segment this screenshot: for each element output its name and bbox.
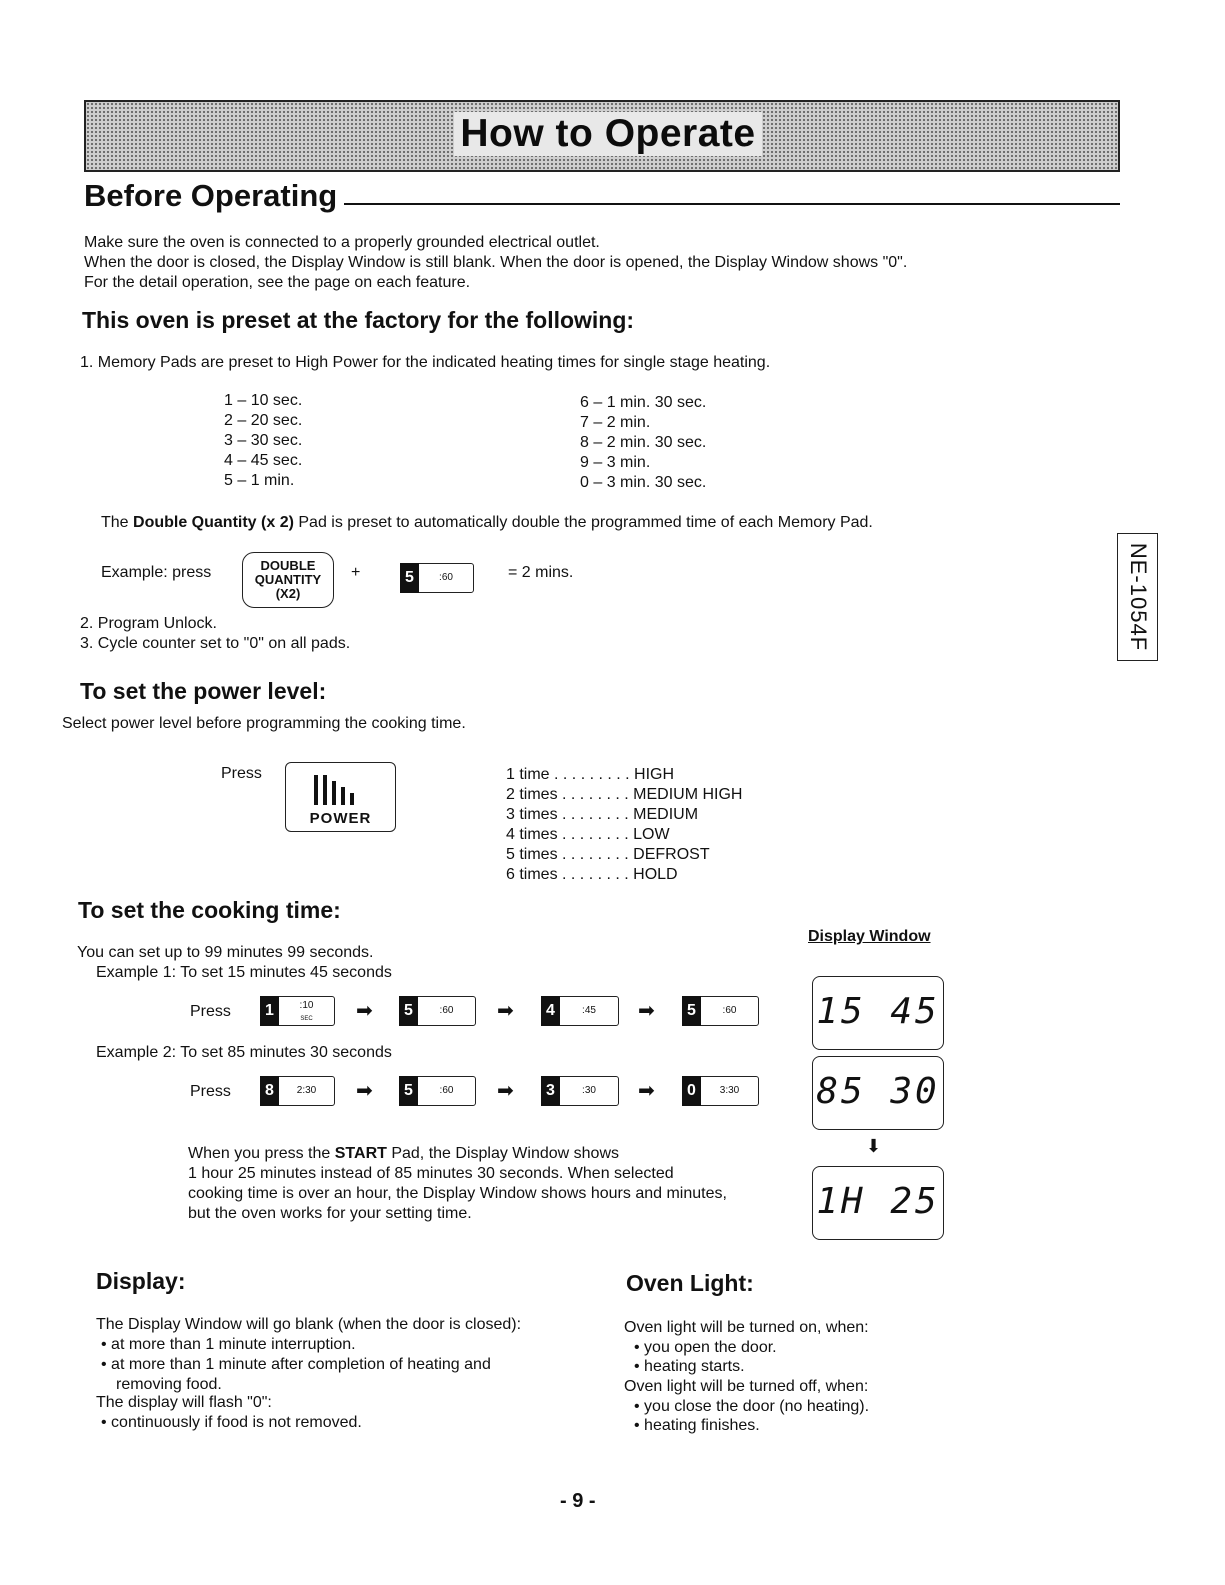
oven-light-line: • heating starts.	[634, 1358, 745, 1375]
preset-title: This oven is preset at the factory for the following:	[82, 307, 635, 333]
power-level-intro: Select power level before programming the cooking time.	[62, 715, 466, 732]
memory-pad-5[interactable]: 5 :60	[682, 996, 759, 1026]
power-level-row: 5 times . . . . . . . . DEFROST	[506, 846, 710, 863]
display-line: • at more than 1 minute interruption.	[101, 1336, 356, 1353]
display-window-2: 85 30	[812, 1056, 944, 1130]
memory-pad-4[interactable]: 4 :45	[541, 996, 619, 1026]
display-window-3: 1H 25	[812, 1166, 944, 1240]
arrow-right-icon: ➡	[356, 1080, 373, 1102]
memory-time-left-2: 2 – 20 sec.	[224, 412, 303, 429]
before-line-1: Make sure the oven is connected to a properly grounded electrical outlet.	[84, 234, 600, 251]
arrow-down-icon: ⬇	[866, 1136, 882, 1156]
banner-title: How to Operate	[454, 112, 762, 156]
memory-time-right-5: 0 – 3 min. 30 sec.	[580, 474, 707, 491]
example-1-label: Example 1: To set 15 minutes 45 seconds	[96, 964, 392, 981]
cooking-time-title: To set the cooking time:	[78, 897, 341, 923]
memory-pad-5[interactable]: 5 :60	[399, 1076, 476, 1106]
display-window-label: Display Window	[808, 928, 931, 945]
model-tab	[1117, 533, 1158, 661]
memory-time-left-4: 4 – 45 sec.	[224, 452, 303, 469]
memory-time-right-4: 9 – 3 min.	[580, 454, 651, 471]
preset-item-2: 2. Program Unlock.	[80, 615, 217, 632]
press-label: Press	[190, 1003, 231, 1020]
memory-time-right-2: 7 – 2 min.	[580, 414, 651, 431]
display-title: Display:	[96, 1268, 186, 1294]
arrow-right-icon: ➡	[638, 1000, 655, 1022]
oven-light-line: • you open the door.	[634, 1339, 777, 1356]
memory-pad-1[interactable]: 1 :10 SEC	[260, 996, 335, 1026]
memory-pad-0[interactable]: 0 3:30	[682, 1076, 759, 1106]
arrow-right-icon: ➡	[497, 1080, 514, 1102]
oven-light-line: • heating finishes.	[634, 1417, 760, 1434]
plus-sign: +	[351, 564, 361, 581]
start-note-line-4: but the oven works for your setting time.	[188, 1205, 472, 1222]
display-line: The Display Window will go blank (when the door is closed):	[96, 1316, 522, 1333]
display-line: • at more than 1 minute after completion of heating and	[101, 1356, 491, 1373]
power-level-row: 2 times . . . . . . . . MEDIUM HIGH	[506, 786, 743, 803]
arrow-right-icon: ➡	[356, 1000, 373, 1022]
double-quantity-pad[interactable]: DOUBLE QUANTITY (X2)	[242, 552, 334, 608]
example-2-label: Example 2: To set 85 minutes 30 seconds	[96, 1044, 392, 1061]
memory-time-left-3: 3 – 30 sec.	[224, 432, 303, 449]
title-rule	[344, 203, 1120, 205]
memory-time-right-3: 8 – 2 min. 30 sec.	[580, 434, 707, 451]
memory-pad-8[interactable]: 8 2:30	[260, 1076, 335, 1106]
display-line: The display will flash "0":	[96, 1394, 272, 1411]
power-bars-icon	[310, 773, 374, 805]
display-window-1: 15 45	[812, 976, 944, 1050]
oven-light-line: • you close the door (no heating).	[634, 1398, 870, 1415]
memory-time-left-5: 5 – 1 min.	[224, 472, 295, 489]
memory-pad-5[interactable]: 5 :60	[399, 996, 476, 1026]
power-level-title: To set the power level:	[80, 678, 327, 704]
header-banner	[84, 100, 1120, 172]
oven-light-line: Oven light will be turned off, when:	[624, 1378, 869, 1395]
example-label: Example: press	[101, 564, 212, 581]
memory-pad-5[interactable]: 5 :60	[400, 563, 474, 593]
oven-light-title: Oven Light:	[626, 1270, 754, 1296]
page-number: - 9 -	[560, 1490, 596, 1512]
cooking-time-intro: You can set up to 99 minutes 99 seconds.	[77, 944, 374, 961]
start-note-line-3: cooking time is over an hour, the Display Window shows hours and minutes,	[188, 1185, 727, 1202]
arrow-right-icon: ➡	[638, 1080, 655, 1102]
memory-pad-3[interactable]: 3 :30	[541, 1076, 619, 1106]
power-level-row: 4 times . . . . . . . . LOW	[506, 826, 670, 843]
power-pad[interactable]	[285, 762, 396, 832]
double-quantity-note: The Double Quantity (x 2) Pad is preset to automatically double the programmed time of each Memory Pad.	[101, 514, 873, 531]
preset-item-1: 1. Memory Pads are preset to High Power for the indicated heating times for single stage heating.	[80, 354, 771, 371]
display-line: • continuously if food is not removed.	[101, 1414, 362, 1431]
model-label: NE-1054F	[1125, 542, 1151, 652]
display-line: removing food.	[116, 1376, 222, 1393]
power-level-row: 3 times . . . . . . . . MEDIUM	[506, 806, 699, 823]
start-note-line-2: 1 hour 25 minutes instead of 85 minutes 30 seconds. When selected	[188, 1165, 674, 1182]
arrow-right-icon: ➡	[497, 1000, 514, 1022]
power-level-row: 6 times . . . . . . . . HOLD	[506, 866, 678, 883]
before-line-3: For the detail operation, see the page on each feature.	[84, 274, 471, 291]
before-line-2: When the door is closed, the Display Window is still blank. When the door is opened, the Display Window shows "0".	[84, 254, 908, 271]
example-result: = 2 mins.	[508, 564, 574, 581]
power-pad-label: POWER	[309, 810, 372, 827]
press-label: Press	[190, 1083, 231, 1100]
power-press-label: Press	[221, 765, 262, 782]
preset-item-3: 3. Cycle counter set to "0" on all pads.	[80, 635, 351, 652]
start-note-line-1: When you press the START Pad, the Display Window shows	[188, 1145, 619, 1162]
power-level-row: 1 time . . . . . . . . . HIGH	[506, 766, 675, 783]
oven-light-line: Oven light will be turned on, when:	[624, 1319, 869, 1336]
memory-time-right-1: 6 – 1 min. 30 sec.	[580, 394, 707, 411]
section-title-before-operating: Before Operating	[84, 178, 338, 213]
memory-time-left-1: 1 – 10 sec.	[224, 392, 303, 409]
